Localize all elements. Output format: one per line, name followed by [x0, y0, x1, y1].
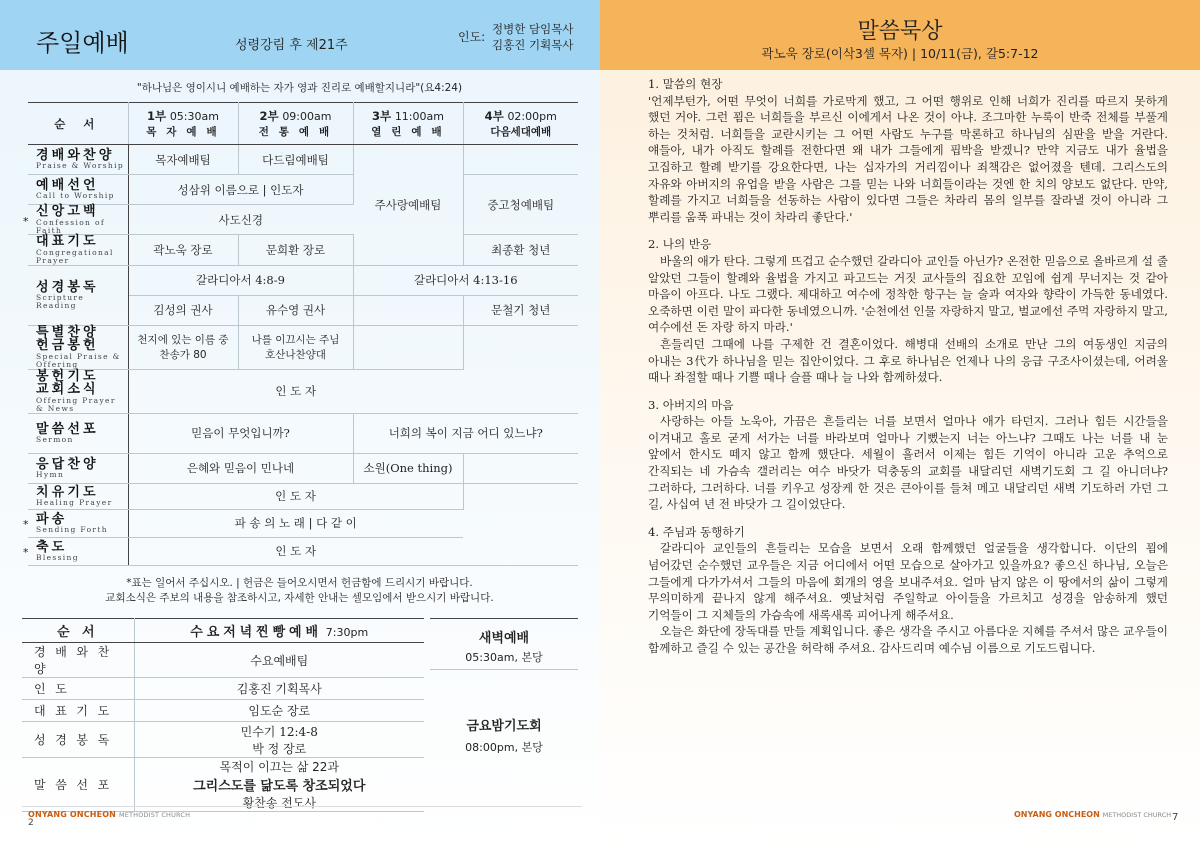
- section-paragraph: 오늘은 화단에 장독대를 만들 계획입니다. 좋은 생각을 주시고 아름다운 지혜를 주셔서 많은 교우들이 함께하고 즐길 수 있는 공간을 허락해 주셔요. 감사드리며 예수님 이름으로 기도드립니다.: [648, 624, 1168, 655]
- other-services-box: [430, 618, 578, 798]
- prayer-s2: 문희환 장로: [238, 235, 353, 265]
- offering-s123: 인 도 자: [128, 369, 463, 413]
- wed-title: 수요저녁찐빵예배: [190, 625, 322, 640]
- row-call: [28, 175, 578, 205]
- wed-item: 경배와찬양: [22, 643, 134, 678]
- wed-item: 말씀선포: [22, 758, 134, 812]
- meditation-title: 말씀묵상: [857, 19, 943, 44]
- item-healing: [28, 483, 128, 509]
- dawn-service-title: 새벽예배: [478, 631, 530, 646]
- service-3-header: [353, 103, 463, 145]
- leader-1: 정병한 담임목사: [492, 22, 574, 36]
- standing-note: *표는 일어서 주십시오. | 헌금은 들어오시면서 헌금함에 드리시기 바랍니다.: [126, 577, 473, 589]
- special-s1: [128, 325, 238, 369]
- item-prayer-ko: 대표기도: [36, 234, 99, 250]
- item-special-ko1: 특별찬양: [36, 324, 99, 340]
- praise-s1: 목자예배팀: [128, 145, 238, 175]
- section-paragraph: 사랑하는 아들 노욱아, 가끔은 흔들리는 너를 보면서 얼마나 애가 타던지. 그러나 힘든 시간들을 이겨내고 홀로 굳게 서가는 너를 바라보며 얼마나 기뻤는지 너는 아느냐? 그때도 나는 너를 내 눈 앞에서 한시도 떼지 않고 함께 했단다. 세월이 흘러서 이제는 힘든 기억이 아니라 고운 추억으로 간직되는 네 가슴속 갤러리는 여수 바닷가 덕충동의 교회를 내달리던 새벽기도회 그 길 아니더냐? 그러하다, 그러하다. 너를 키우고 성장케 한 것은 큰아이를 들쳐 메고 내달리던 새벽 기도하러 가던 그 길, 사십여 년 전 바닷가 그 길이었단다.: [648, 414, 1168, 512]
- wed-header-item: 순 서: [22, 619, 134, 643]
- sermon-title-34: 너희의 복이 지금 어디 있느냐?: [353, 413, 578, 453]
- wed-row: [22, 700, 424, 722]
- special-s2-song: 나를 이끄시는 주님: [251, 334, 340, 347]
- healing-s123: 인 도 자: [128, 483, 463, 509]
- item-confession: [23, 204, 128, 235]
- wed-row: [22, 678, 424, 700]
- item-special-en: Special Praise & Offering: [36, 352, 121, 369]
- wed-header-row: [22, 619, 424, 643]
- item-special: [28, 325, 128, 369]
- section-paragraph: 갈라디아 교인들의 흔들리는 모습을 보면서 오래 함께했던 얼굴들을 생각합니다. 이단의 꾐에 넘어갔던 순수했던 교우들은 지금 어디에서 어떤 모습으로 살아가고 있을까요? 좋으신 하나님, 오늘은 그들에게 다가가셔서 그들의 마음에 회개의 영을 보내주셔요. 얼마 남지 않은 이 땅에서의 삶이 그렇게 무의미하게 끝나지 않게 해주셔요. 옛날처럼 주일학교 아이들을 가르치고 성경을 암송하게 했던 기억들이 그 지체들의 가슴속에 새록새록 피어나게 해주셔요.: [648, 541, 1168, 622]
- service-3-name: 열 린 예 배: [371, 126, 445, 138]
- row-hymn: [28, 453, 578, 483]
- item-hymn-en: Hymn: [36, 470, 65, 480]
- dawn-service-time: 05:30am, 본당: [465, 651, 543, 664]
- service-1-time: 05:30am: [169, 110, 219, 123]
- item-prayer-en: Congregational Prayer: [36, 248, 114, 265]
- praise-s4: [463, 145, 578, 175]
- item-call-ko: 예배선언: [36, 177, 99, 193]
- logo-subtext: METHODIST CHURCH: [118, 811, 191, 819]
- meditation-section: [648, 524, 1168, 657]
- footer-divider: [22, 806, 582, 807]
- standing-star: *: [23, 518, 29, 532]
- confession-s12: 사도신경: [128, 205, 353, 235]
- right-header: [600, 0, 1200, 70]
- wed-preacher: 황찬송 전도사: [242, 796, 316, 810]
- section-paragraph: 바울의 애가 탄다. 그렇게 뜨겁고 순수했던 갈라디아 교인들 아닌가? 온전한 믿음으로 올바르게 설 줄 알았던 그들이 할례와 율법을 가지고 파고드는 거짓 교사들의 집요한 꼬임에 쉽게 무너지는 것 같아 마음이 아프다. 나도 그랬다. 제대하고 여수에 정착한 항구는 늘 술과 여자와 향락이 가득한 동네였다. 오죽하면 이런 말이 파다한 동네였으니까. '순천에선 인물 자랑하지 말고, 벌교에선 주먹 자랑하지 말고, 여수에선 돈 자랑 하지 마라.': [648, 253, 1168, 335]
- item-offering: [28, 369, 128, 413]
- section-paragraph: 흔들리던 그때에 나를 구제한 건 결혼이었다. 해병대 선배의 소개로 만난 그의 여동생인 지금의 아내는 3代가 하나님을 믿는 집안이었다. 그 후로 하나님은 언제나 나의 응급 구조사이셨는데, 어려울 때나 좌절할 때나 기쁠 때나 슬플 때나 늘 나와 함께하셨다.: [648, 336, 1168, 385]
- page-number: 7: [1172, 812, 1179, 823]
- item-scripture-ko: 성경봉독: [36, 279, 99, 295]
- wed-sermon-series: 목적이 이끄는 삶 22과: [219, 760, 339, 774]
- special-s2: [238, 325, 353, 369]
- page-number: 2: [28, 818, 34, 828]
- service-1-num: 1부: [147, 109, 167, 123]
- item-offering-ko1: 봉헌기도: [36, 368, 99, 384]
- item-special-ko2: 헌금봉헌: [36, 338, 99, 354]
- wed-value: 김홍진 기획목사: [134, 678, 424, 700]
- sermon-title-12: 믿음이 무엇입니까?: [128, 413, 353, 453]
- row-healing: [28, 483, 578, 509]
- scripture-text-12: 갈라디아서 4:8-9: [128, 265, 353, 295]
- item-scripture: [28, 265, 128, 325]
- right-page: [600, 0, 1200, 849]
- item-call-en: Call to Worship: [36, 191, 115, 201]
- section-heading: 3. 아버지의 마음: [648, 397, 734, 412]
- praise-s2: 다드림예배팀: [238, 145, 353, 175]
- item-sermon-ko: 말씀선포: [36, 421, 99, 437]
- section-heading: 1. 말씀의 현장: [648, 77, 723, 91]
- theme-verse: "하나님은 영이시니 예배하는 자가 영과 진리로 예배할지니라"(요4:24): [136, 82, 463, 94]
- item-prayer: [28, 235, 128, 265]
- wednesday-service-table: [22, 618, 424, 812]
- leader-2: 김홍진 기획목사: [492, 38, 574, 52]
- order-header-item: 순 서: [28, 103, 128, 145]
- service-4-time: 02:00pm: [507, 110, 557, 123]
- item-sending: [23, 509, 128, 537]
- service-1-name: 목 자 예 배: [146, 126, 220, 138]
- standing-star: *: [23, 214, 29, 228]
- logo-text: ONYANG ONCHEON: [28, 810, 117, 819]
- meditation-subtitle: 곽노욱 장로(이삭3셀 목자) | 10/11(금), 갈5:7-12: [761, 46, 1039, 61]
- service-1-header: [128, 103, 238, 145]
- wed-value: 임도순 장로: [134, 700, 424, 722]
- prayer-s4: 최종환 청년: [463, 235, 578, 265]
- special-s4: [463, 325, 578, 413]
- service-4-num: 4부: [484, 109, 504, 123]
- wed-row: [22, 722, 424, 758]
- item-praise-ko: 경배와찬양: [36, 147, 115, 163]
- meditation-section: [648, 397, 1168, 513]
- wed-reader: 박 정 장로: [252, 741, 307, 756]
- row-sermon: [28, 413, 578, 453]
- special-s3: [353, 325, 463, 369]
- logo-subtext: METHODIST CHURCH: [1102, 811, 1172, 819]
- page-title: 주일예배: [36, 29, 129, 57]
- friday-prayer-title: 금요밤기도회: [466, 719, 542, 734]
- meditation-body: [648, 76, 1168, 657]
- scripture-s4: 문철기 청년: [463, 295, 578, 325]
- scripture-s1: 김성의 권사: [128, 295, 238, 325]
- s3-praise-team: 주사랑예배팀: [353, 145, 463, 266]
- church-logo: [28, 810, 190, 819]
- special-s2-choir: 호산나찬양대: [265, 349, 326, 362]
- item-hymn-ko: 응답찬양: [36, 456, 99, 472]
- row-praise: [28, 145, 578, 175]
- wed-row: [22, 643, 424, 678]
- special-s1-song: 천지에 있는 이름 중: [137, 334, 229, 347]
- logo-text: ONYANG ONCHEON: [1014, 810, 1100, 819]
- item-sending-ko: 파송: [36, 511, 68, 527]
- item-sending-en: Sending Forth: [36, 525, 108, 535]
- hymn-s3: 소원(One thing): [353, 453, 463, 483]
- item-offering-ko2: 교회소식: [36, 382, 99, 398]
- wed-time: 7:30pm: [325, 626, 369, 639]
- wed-value: 수요예배팀: [134, 643, 424, 678]
- hymn-s4: [463, 453, 578, 483]
- section-heading: 4. 주님과 동행하기: [648, 524, 745, 539]
- wed-value: [134, 722, 424, 758]
- section-heading: 2. 나의 반응: [648, 237, 712, 252]
- item-hymn: [28, 453, 128, 483]
- meditation-section: [648, 76, 1168, 225]
- service-2-time: 09:00am: [282, 110, 332, 123]
- special-s1-hymn: 찬송가 80: [159, 349, 207, 362]
- item-praise-en: Praise & Worship: [36, 161, 125, 171]
- order-header-row: [28, 103, 578, 145]
- wed-scripture: 민수기 12:4-8: [240, 724, 318, 739]
- item-sermon: [28, 413, 128, 453]
- worship-order-table: [23, 102, 578, 566]
- scripture-text-34: 갈라디아서 4:13-16: [353, 265, 578, 295]
- section-paragraph: '언제부턴가, 어떤 무엇이 너희를 가로막게 했고, 그 어떤 행위로 인해 너희가 진리를 따르지 못하게 했던 거야. 그런 꾐은 너희들을 부르신 이에게서 나온 것이 아냐. 조그마한 누룩이 반죽 전체를 부풀게 하는 것처럼. 너희들을 교란시키는 그 어떤 사람도 누구를 막론하고 하나님의 심판을 받을 거란다. 얘들아, 내가 아직도 할례를 전한다면 왜 내가 그들에게 핍박을 받겠니? 만약 지금도 내가 율법을 고집하고 할례 받기를 강요한다면, 나는 십자가의 거리낌이나 죄책감은 없어졌을 텐데. 그리스도의 자유와 아버지의 유업을 받을 사람은 그를 믿는 나와 너희들이라는 것엔 한 치의 양보도 없단다. 만약, 할례를 가지고 너희들을 선동하는 사람이 있다면 그들은 차라리 몸의 일부를 잘라낼 것이 아니라 그 뿌리를 움푹 파내는 것이 차라리 좋단다.': [648, 93, 1168, 224]
- wed-header-title: [134, 619, 424, 643]
- service-3-time: 11:00am: [394, 110, 444, 123]
- wed-item: 성경봉독: [22, 722, 134, 758]
- closing-s4: [463, 483, 578, 565]
- item-healing-ko: 치유기도: [36, 484, 99, 500]
- item-call: [28, 175, 128, 205]
- service-2-name: 전 통 예 배: [258, 126, 333, 138]
- friday-prayer-time: 08:00pm, 본당: [465, 741, 543, 754]
- row-special: [28, 325, 578, 369]
- wed-item: 대표기도: [22, 700, 134, 722]
- church-logo: [1014, 810, 1171, 819]
- divider: [430, 669, 578, 670]
- item-healing-en: Healing Prayer: [36, 498, 113, 508]
- item-confession-ko: 신앙고백: [36, 204, 99, 219]
- scripture-s2: 유수영 권사: [238, 295, 353, 325]
- blessing-s123: 인 도 자: [128, 537, 463, 565]
- sending-s123: 파 송 의 노 래 | 다 같 이: [128, 509, 463, 537]
- prayer-s1: 곽노욱 장로: [128, 235, 238, 265]
- wed-value: [134, 758, 424, 812]
- item-blessing-ko: 축도: [36, 539, 68, 555]
- call-s12: 성삼위 이름으로 | 인도자: [128, 175, 353, 205]
- item-sermon-en: Sermon: [36, 435, 74, 445]
- wed-sermon-title: 그리스도를 닮도록 창조되었다: [193, 779, 366, 794]
- call-s4: 중고청예배팀: [463, 175, 578, 235]
- item-offering-en: Offering Prayer & News: [36, 396, 116, 413]
- row-scripture-text: [28, 265, 578, 295]
- scripture-s3: [353, 295, 463, 325]
- news-note: 교회소식은 주보의 내용을 참조하시고, 자세한 안내는 셀모임에서 받으시기 바랍니다.: [105, 592, 494, 604]
- service-3-num: 3부: [372, 109, 392, 123]
- service-4-name: 다음세대예배: [490, 126, 552, 138]
- row-prayer: [28, 235, 578, 265]
- service-2-num: 2부: [259, 109, 279, 123]
- wed-item: 인도: [22, 678, 134, 700]
- meditation-section: [648, 236, 1168, 385]
- hymn-s12: 은혜와 믿음이 민나네: [128, 453, 353, 483]
- standing-star: *: [23, 546, 29, 560]
- item-praise: [28, 145, 128, 175]
- item-confession-en: Confession of Faith: [36, 217, 105, 235]
- service-4-header: [463, 103, 578, 145]
- service-2-header: [238, 103, 353, 145]
- leader-label: 인도:: [458, 30, 486, 44]
- item-blessing-en: Blessing: [36, 553, 79, 563]
- week-subtitle: 성령강림 후 제21주: [235, 38, 348, 53]
- item-scripture-en: Scripture Reading: [36, 293, 85, 311]
- wed-row: [22, 758, 424, 812]
- item-blessing: [23, 537, 128, 565]
- left-header: [0, 0, 600, 70]
